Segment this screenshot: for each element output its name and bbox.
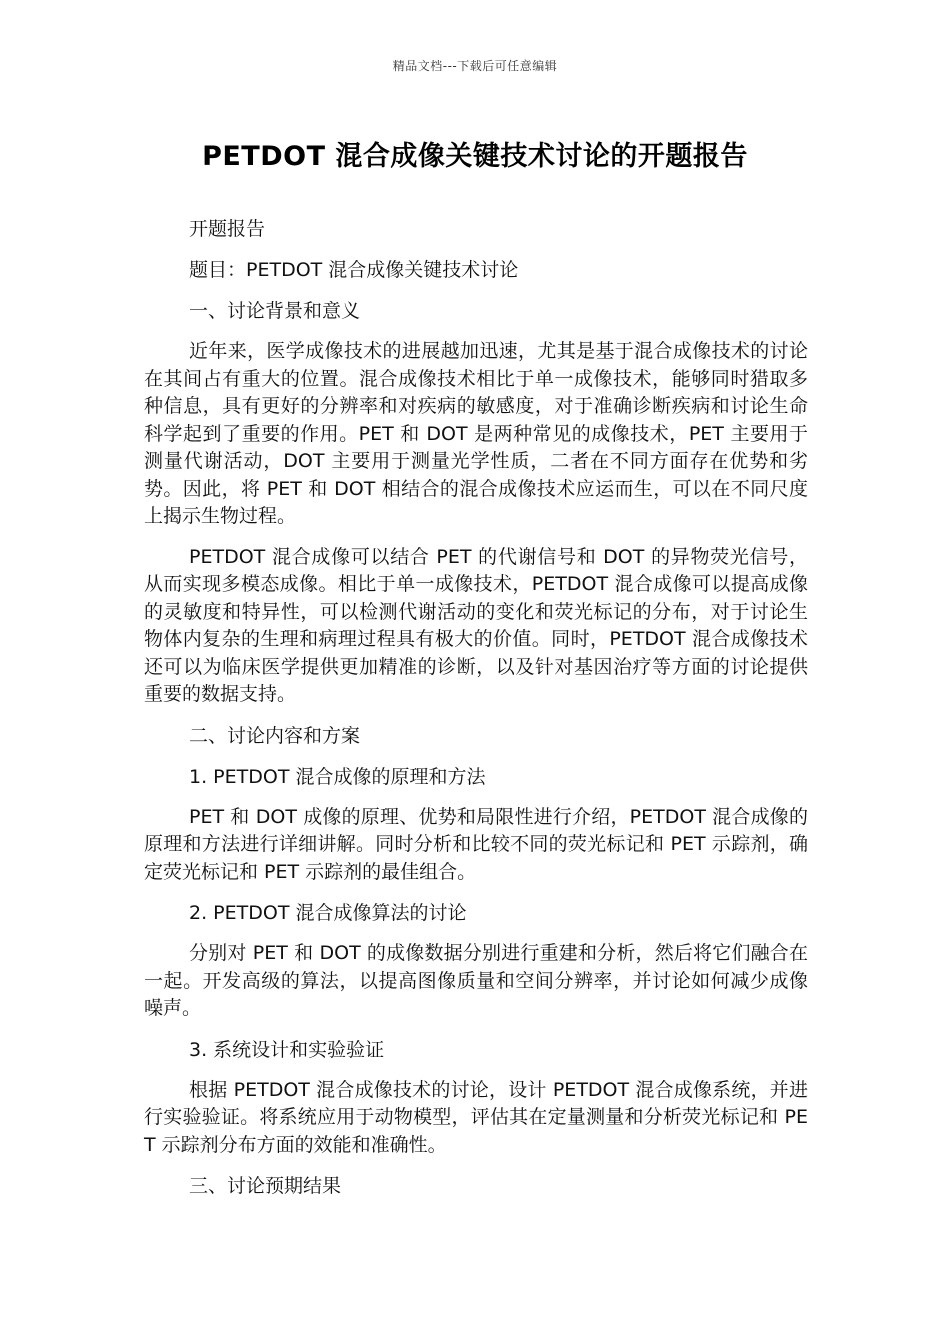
subheading-2: 2. PETDOT 混合成像算法的讨论 [189, 902, 467, 924]
subheading-3: 3. 系统设计和实验验证 [189, 1038, 385, 1061]
document-body [144, 215, 808, 1213]
paragraph-system: 根据 PETDOT 混合成像技术的讨论，设计 PETDOT 混合成像系统，并进行实验验证。将系统应用于动物模型，评估其在定量测量和分析荧光标记和 PET 示踪剂分布方面的效能和准确性。 [144, 1078, 808, 1156]
section-heading-1: 一、讨论背景和意义 [189, 300, 361, 322]
section-heading-3: 三、讨论预期结果 [189, 1175, 342, 1197]
topic-line: 题目：PETDOT 混合成像关键技术讨论 [189, 259, 519, 281]
section-label: 开题报告 [189, 218, 266, 240]
paragraph-background-2: PETDOT 混合成像可以结合 PET 的代谢信号和 DOT 的异物荧光信号，从而实现多模态成像。相比于单一成像技术，PETDOT 混合成像可以提高成像的灵敏度和特异性，可以检测代谢活动的变化和荧光标记的分布，对于讨论生物体内复杂的生理和病理过程具有极大的价值。同时，PETDOT 混合成像技术还可以为临床医学提供更加精准的诊断，以及针对基因治疗等方面的讨论提供重要的数据支持。 [144, 545, 808, 705]
paragraph-background-1: 近年来，医学成像技术的进展越加迅速，尤其是基于混合成像技术的讨论在其间占有重大的位置。混合成像技术相比于单一成像技术，能够同时猎取多种信息，具有更好的分辨率和对疾病的敏感度，对于准确诊断疾病和讨论生命科学起到了重要的作用。PET 和 DOT 是两种常见的成像技术，PET 主要用于测量代谢活动，DOT 主要用于测量光学性质，二者在不同方面存在优势和劣势。因此，将 PET 和 DOT 相结合的混合成像技术应运而生，可以在不同尺度上揭示生物过程。 [144, 340, 808, 527]
section-heading-2: 二、讨论内容和方案 [189, 724, 361, 747]
subheading-1: 1. PETDOT 混合成像的原理和方法 [189, 765, 486, 788]
paragraph-algorithm: 分别对 PET 和 DOT 的成像数据分别进行重建和分析，然后将它们融合在一起。开发高级的算法，以提高图像质量和空间分辨率，并讨论如何减少成像噪声。 [144, 942, 808, 1019]
document-title: PETDOT 混合成像关键技术讨论的开题报告 [202, 141, 748, 172]
paragraph-principle: PET 和 DOT 成像的原理、优势和局限性进行介绍，PETDOT 混合成像的原理和方法进行详细讲解。同时分析和比较不同的荧光标记和 PET 示踪剂，确定荧光标记和 PET 示踪剂的最佳组合。 [144, 805, 808, 883]
header-note: 精品文档---下载后可任意编辑 [392, 59, 558, 73]
